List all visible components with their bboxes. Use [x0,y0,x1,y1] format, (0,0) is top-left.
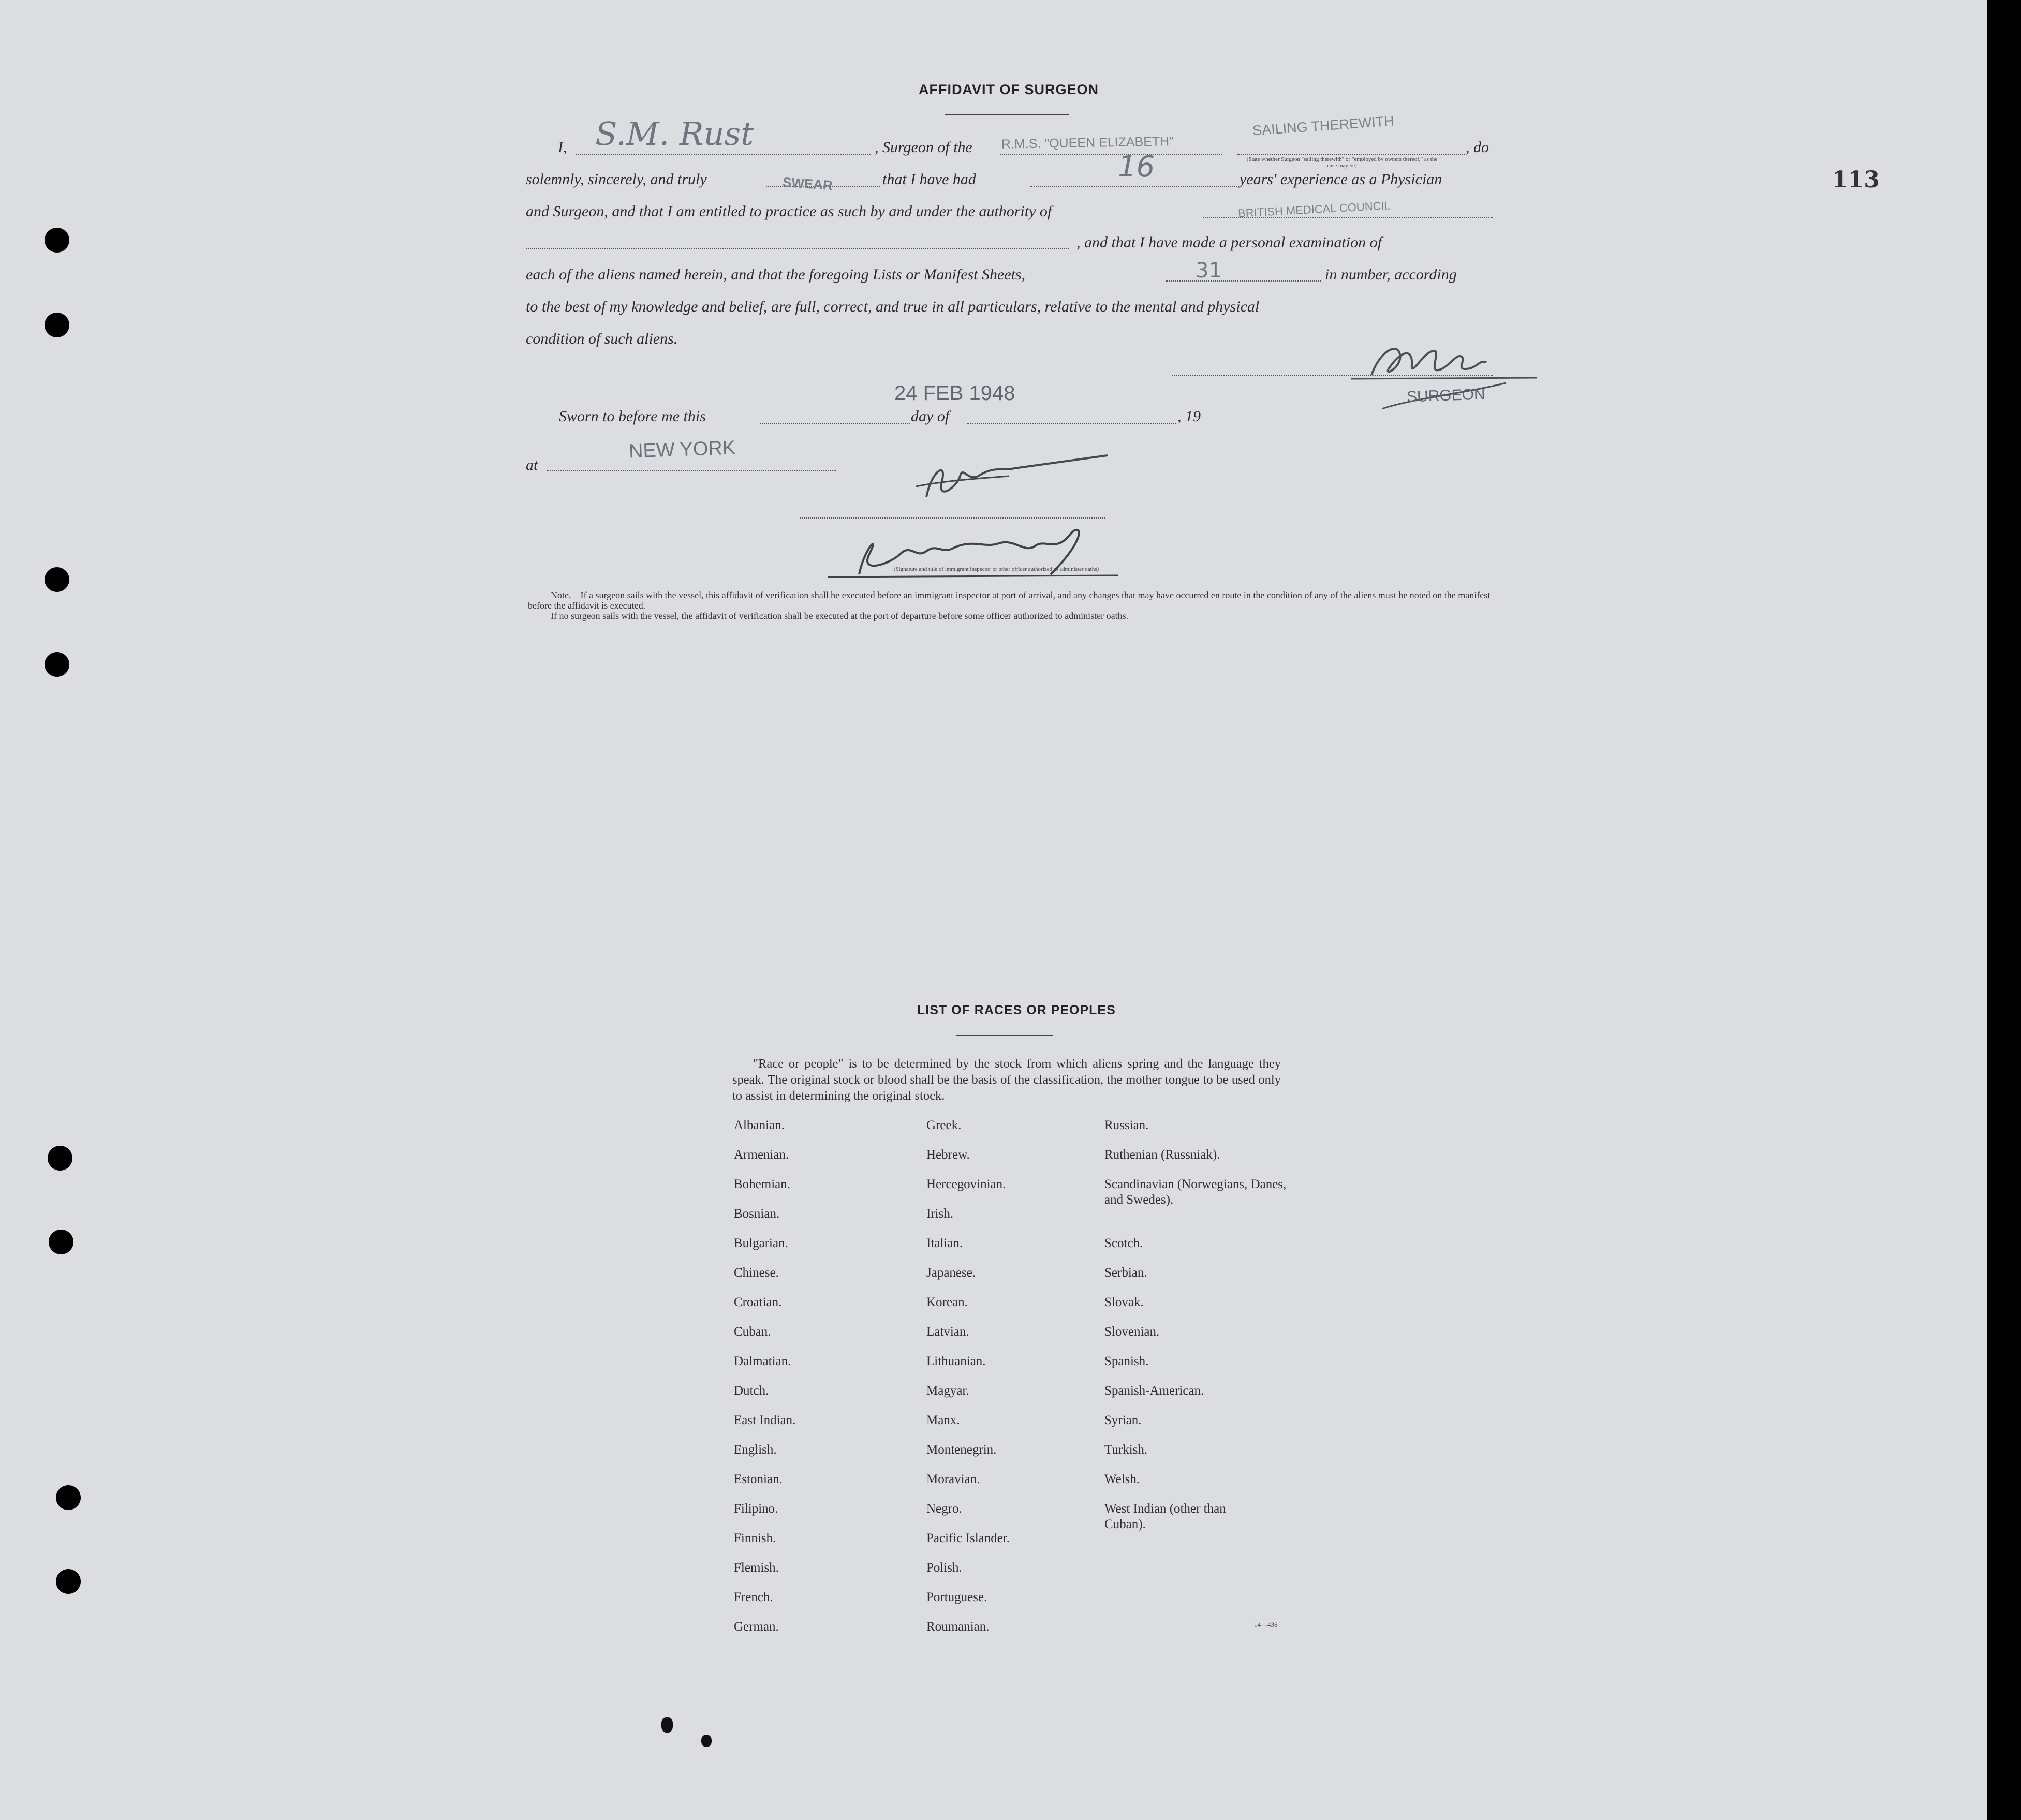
note-line-1: Note.—If a surgeon sails with the vessel, this affidavit of verification shall be executed before an immigrant inspector at port of arrival, and any changes that may have occurred en route in the condition of any of the aliens must be noted on the manifest before the affidavit is executed. [528,590,1491,611]
race-item: Flemish. [734,1561,779,1575]
races-title-underline [956,1035,1053,1036]
race-item: Slovak. [1104,1295,1144,1309]
race-item: Chinese. [734,1266,779,1280]
races-column-1 [734,1118,795,1649]
race-item: Moravian. [926,1472,980,1486]
page-number: 113 [1832,167,1880,193]
binder-hole [56,1485,81,1510]
races-title: LIST OF RACES OR PEOPLES [917,1003,1116,1017]
sheets-handwritten: 31 [1196,259,1222,283]
sailing-blank [1237,154,1465,155]
race-item: Turkish. [1104,1443,1148,1457]
race-item: Croatian. [734,1295,782,1309]
surgeon-stamp: SURGEON [1406,386,1486,406]
binder-hole [45,567,69,592]
race-item: Spanish-American. [1104,1384,1204,1398]
line7-text: condition of such aliens. [526,330,678,347]
race-item: Serbian. [1104,1266,1147,1280]
race-item: Latvian. [926,1325,969,1339]
line5-prefix: each of the aliens named herein, and that the foregoing Lists or Manifest Sheets, [526,266,1026,283]
affidavit-note [528,590,1496,621]
race-item: Hercegovinian. [926,1177,1006,1191]
race-item: Bosnian. [734,1207,780,1221]
race-item: Japanese. [926,1266,976,1280]
race-item: Slovenian. [1104,1325,1160,1339]
form-code: 14—436 [1254,1621,1278,1629]
line2-suffix: years' experience as a Physician [1240,171,1442,188]
race-item: German. [734,1620,779,1634]
surgeon-name-handwritten: S.M. Rust [595,115,754,153]
binder-hole [48,1146,72,1171]
title-underline [945,114,1069,115]
line1-mid: , Surgeon of the [875,139,972,156]
binder-hole [49,1230,73,1254]
races-column-3 [1104,1118,1291,1531]
inspector-signature-2 [828,517,1139,585]
race-item: Cuban. [734,1325,771,1339]
date-stamp: 24 FEB 1948 [894,382,1015,405]
race-item: French. [734,1590,773,1604]
binder-hole [56,1569,81,1594]
line1-suffix: , do [1466,139,1489,156]
race-item: Russian. [1104,1118,1149,1132]
sworn-day-label: day of [911,408,950,425]
inspector-signature-1 [911,450,1118,512]
races-column-2 [926,1118,1010,1649]
race-item: Scandinavian (Norwegians, Danes, and Swedes). [1104,1177,1287,1207]
race-item: Filipino. [734,1502,778,1516]
race-item: Lithuanian. [926,1354,986,1368]
race-item: Scotch. [1104,1236,1143,1250]
line1-prefix: I, [558,139,567,156]
race-item: Dutch. [734,1384,769,1398]
race-item: Negro. [926,1502,962,1516]
ink-speck [661,1717,673,1733]
race-item: Roumanian. [926,1620,990,1634]
race-item: Armenian. [734,1148,789,1162]
race-item: Korean. [926,1295,968,1309]
race-item: Magyar. [926,1384,969,1398]
race-item: Montenegrin. [926,1443,997,1457]
race-item: Hebrew. [926,1148,970,1162]
place-stamp: NEW YORK [628,437,736,463]
line5-suffix: in number, according [1325,266,1457,283]
authority-blank-2 [526,248,1069,249]
sailing-stamp: SAILING THEREWITH [1252,113,1395,139]
race-item: Bulgarian. [734,1236,788,1250]
sworn-year-label: , 19 [1177,408,1201,425]
race-item: Bohemian. [734,1177,791,1191]
race-item: Estonian. [734,1472,783,1486]
sheets-blank [1166,280,1321,282]
sworn-month-blank [967,423,1176,424]
race-item: Ruthenian (Russniak). [1104,1148,1220,1162]
race-item: Syrian. [1104,1413,1142,1427]
binder-hole [45,652,69,677]
sworn-day-blank [760,423,910,424]
race-item: English. [734,1443,777,1457]
races-intro: "Race or people" is to be determined by the stock from which aliens spring and the language they speak. The original stock or blood shall be the basis of the classification, the mother tongue to be used only to assist in determining the original stock. [732,1057,1281,1103]
oath-stamp: SWEAR [782,174,833,194]
years-handwritten: 16 [1118,150,1155,184]
line4-text: , and that I have made a personal examination of [1076,234,1382,251]
race-item: Polish. [926,1561,962,1575]
inspector-caption: (Signature and title of immigrant inspector or other officer authorized to administer oaths) [893,566,1099,572]
line6-text: to the best of my knowledge and belief, are full, correct, and true in all particulars, relative to the mental and physical [526,298,1260,315]
race-item: Irish. [926,1207,954,1221]
binder-hole [45,228,69,253]
authority-stamp: BRITISH MEDICAL COUNCIL [1237,199,1391,220]
race-item: Pacific Islander. [926,1531,1010,1545]
race-item: Welsh. [1104,1472,1140,1486]
ink-speck [701,1735,712,1747]
at-label: at [526,456,538,474]
race-item: Manx. [926,1413,960,1427]
sailing-note: (State whether Surgeon "sailing therewith" or "employed by owners thereof," as the case may be) [1246,156,1438,169]
race-item: Greek. [926,1118,962,1132]
race-item: Dalmatian. [734,1354,791,1368]
race-item: Finnish. [734,1531,776,1545]
note-line-2: If no surgeon sails with the vessel, the affidavit of verification shall be executed at the port of departure before some officer authorized to administer oaths. [551,611,1129,621]
vessel-blank [1000,154,1222,155]
at-blank [547,470,836,471]
sworn-prefix: Sworn to before me this [559,408,706,425]
binder-hole [45,313,69,337]
race-item: West Indian (other than Cuban). [1104,1502,1226,1531]
line2-prefix: solemnly, sincerely, and truly [526,171,707,188]
race-item: Spanish. [1104,1354,1149,1368]
line3-text: and Surgeon, and that I am entitled to practice as such by and under the authority of [526,203,1052,220]
name-blank [576,154,871,155]
race-item: Portuguese. [926,1590,987,1604]
years-blank [1030,186,1237,187]
race-item: East Indian. [734,1413,796,1427]
vessel-stamp: R.M.S. "QUEEN ELIZABETH" [1001,134,1174,152]
race-item: Italian. [926,1236,963,1250]
affidavit-title: AFFIDAVIT OF SURGEON [919,82,1099,97]
race-item: Albanian. [734,1118,785,1132]
line2-mid: that I have had [882,171,976,188]
